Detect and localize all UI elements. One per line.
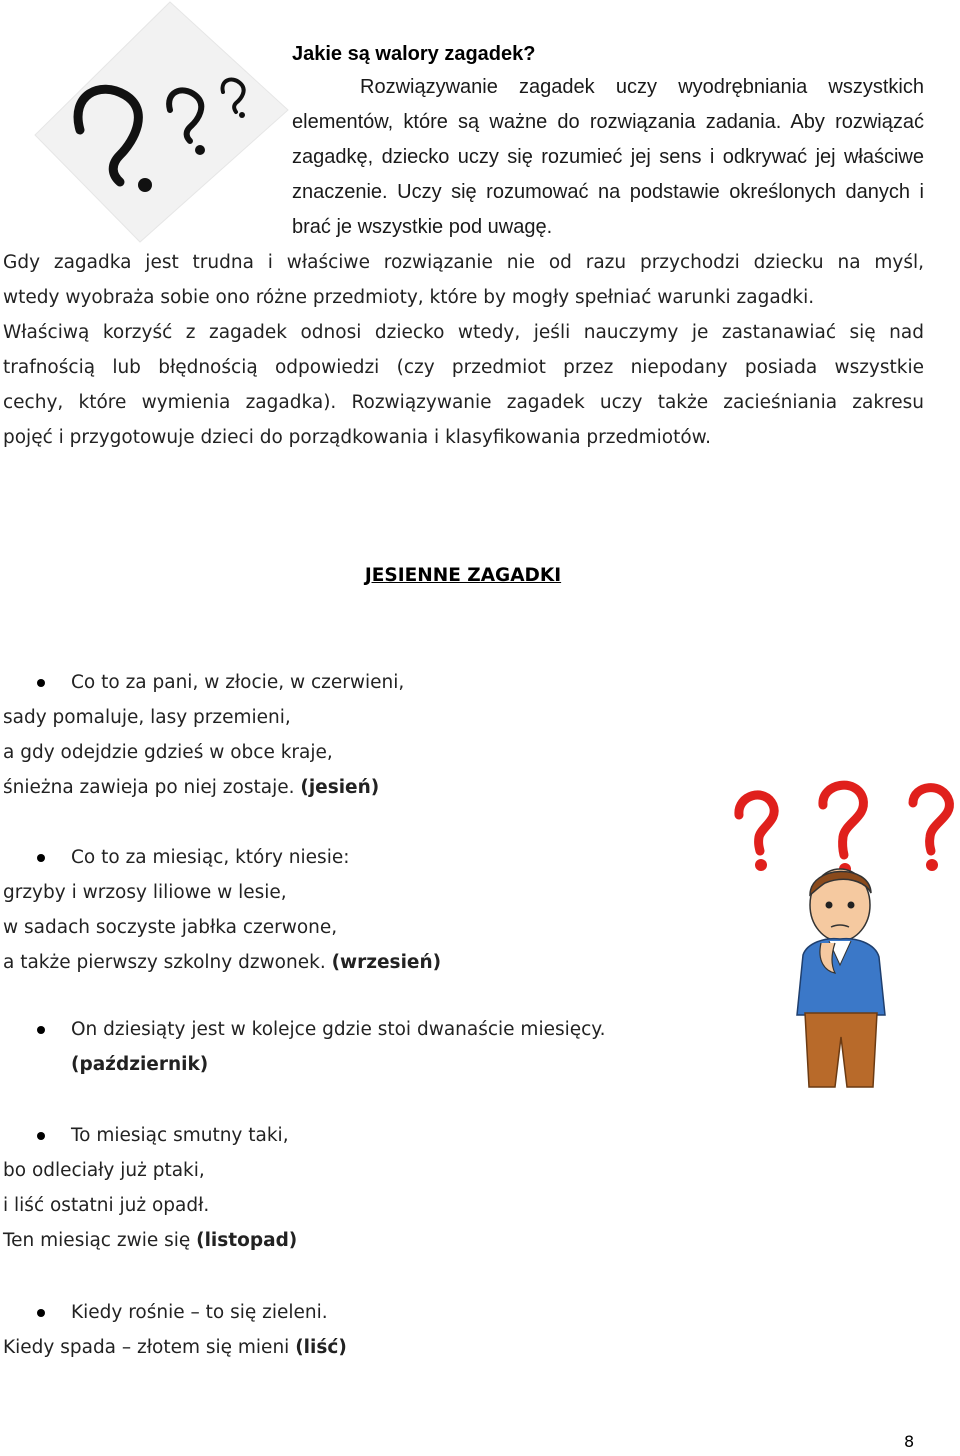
body-line: Właściwą korzyść z zagadek odnosi dziecko wtedy, jeśli nauczymy je zastanawiać się nad: [3, 322, 924, 343]
thinking-man-illustration: [725, 775, 960, 1095]
riddle-text: Kiedy rośnie – to się zieleni.: [71, 1302, 328, 1323]
riddle-item: [3, 665, 703, 805]
riddle-item: [3, 1295, 703, 1365]
page-number: 8: [904, 1432, 915, 1451]
question-marks-illustration: [20, 0, 290, 245]
bullet-icon: [37, 1132, 45, 1140]
body-line: pojęć i przygotowuje dzieci do porządkowania i klasyfikowania przedmiotów.: [3, 427, 711, 448]
riddle-last-line: [3, 770, 703, 805]
riddle-text: On dziesiąty jest w kolejce gdzie stoi dwanaście miesięcy.: [71, 1019, 606, 1040]
body-line: cechy, które wymienia zagadka). Rozwiązywanie zagadek uczy także zacieśniania zakresu: [3, 392, 924, 413]
riddle-item: [3, 1118, 703, 1258]
riddle-first-line: [3, 665, 703, 700]
riddle-answer: (jesień): [300, 777, 380, 798]
riddle-answer: (listopad): [196, 1230, 298, 1251]
riddle-line: grzyby i wrzosy liliowe w lesie,: [3, 882, 287, 903]
body-line: Gdy zagadka jest trudna i właściwe rozwiązanie nie od razu przychodzi dziecku na myśl,: [3, 252, 924, 273]
bullet-icon: [37, 1026, 45, 1034]
riddle-line: a gdy odejdzie gdzieś w obce kraje,: [3, 742, 333, 763]
riddle-answer: (październik): [71, 1054, 209, 1075]
intro-title: Jakie są walory zagadek?: [292, 43, 536, 65]
riddle-item: [3, 1012, 703, 1082]
bullet-icon: [37, 854, 45, 862]
riddle-first-line: [3, 1295, 703, 1330]
body-line: trafnością lub błędnością odpowiedzi (czy przedmiot przez niepodany posiada wszystkie: [3, 357, 924, 378]
body-line: wtedy wyobraża sobie ono różne przedmioty, które by mogły spełniać warunki zagadki.: [3, 287, 815, 308]
riddle-line: w sadach soczyste jabłka czerwone,: [3, 917, 338, 938]
riddle-item: [3, 840, 703, 980]
riddle-line: sady pomaluje, lasy przemieni,: [3, 707, 291, 728]
riddle-text: Ten miesiąc zwie się: [3, 1230, 197, 1251]
riddle-line: bo odleciały już ptaki,: [3, 1160, 205, 1181]
riddle-answer: (wrzesień): [331, 952, 442, 973]
bullet-icon: [37, 679, 45, 687]
riddle-last-line: [3, 1223, 703, 1258]
riddle-text: Kiedy spada – złotem się mieni: [3, 1337, 296, 1358]
riddle-text: Co to za pani, w złocie, w czerwieni,: [71, 672, 405, 693]
riddle-line: i liść ostatni już opadł.: [3, 1195, 210, 1216]
riddle-text: a także pierwszy szkolny dzwonek.: [3, 952, 332, 973]
riddle-first-line: [3, 1012, 703, 1047]
riddle-last-line: [3, 1330, 703, 1365]
riddle-answer: (liść): [295, 1337, 347, 1358]
riddle-first-line: [3, 1118, 703, 1153]
riddle-last-line: [3, 945, 703, 980]
riddle-first-line: [3, 840, 703, 875]
riddle-text: śnieżna zawieja po niej zostaje.: [3, 777, 301, 798]
section-title: JESIENNE ZAGADKI: [364, 565, 562, 586]
body-paragraph: [3, 245, 924, 455]
riddle-text: To miesiąc smutny taki,: [71, 1125, 289, 1146]
riddle-text: Co to za miesiąc, który niesie:: [71, 847, 350, 868]
bullet-icon: [37, 1309, 45, 1317]
intro-paragraph-text: Rozwiązywanie zagadek uczy wyodrębniania wszystkich elementów, które są ważne do rozwiązania zadania. Aby rozwiązać zagadkę, dziecko uczy się rozumieć jej sens i odkrywać jej właściwe znaczenie. Uczy się rozumować na podstawie określonych danych i brać je wszystkie pod uwagę.: [292, 76, 924, 238]
intro-paragraph: [292, 70, 924, 245]
